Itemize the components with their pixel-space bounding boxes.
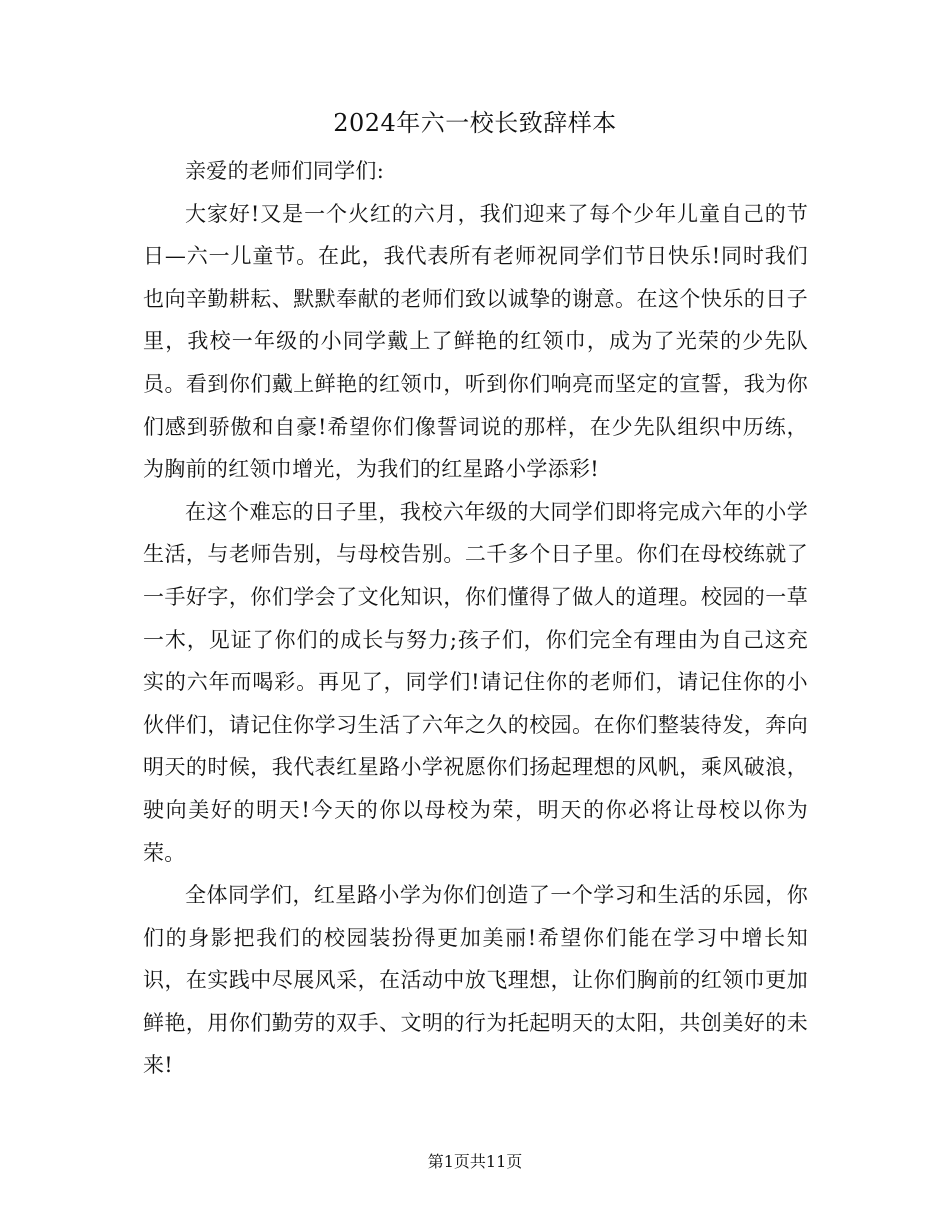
page-number-footer: 第1页共11页 [427,1152,523,1171]
paragraph: 全体同学们，红星路小学为你们创造了一个学习和生活的乐园，你们的身影把我们的校园装扮得更加美丽!希望你们能在学习中增长知识，在实践中尽展风采，在活动中放飞理想，让你们胸前的红领巾更加鲜艳，用你们勤劳的双手、文明的行为托起明天的太阳，共创美好的未来! [143,883,808,1078]
paragraph: 大家好!又是一个火红的六月，我们迎来了每个少年儿童自己的节日—六一儿童节。在此，我代表所有老师祝同学们节日快乐!同时我们也向辛勤耕耘、默默奉献的老师们致以诚挚的谢意。在这个快乐的日子里，我校一年级的小同学戴上了鲜艳的红领巾，成为了光荣的少先队员。看到你们戴上鲜艳的红领巾，听到你们响亮而坚定的宣誓，我为你们感到骄傲和自豪!希望你们像誓词说的那样，在少先队组织中历练，为胸前的红领巾增光，为我们的红星路小学添彩! [143,201,808,482]
greeting: 亲爱的老师们同学们: [185,159,385,183]
document-body [143,150,808,1087]
paragraph: 在这个难忘的日子里，我校六年级的大同学们即将完成六年的小学生活，与老师告别，与母校告别。二千多个日子里。你们在母校练就了一手好字，你们学会了文化知识，你们懂得了做人的道理。校园的一草一木，见证了你们的成长与努力;孩子们，你们完全有理由为自己这充实的六年而喝彩。再见了，同学们!请记住你的老师们，请记住你的小伙伴们，请记住你学习生活了六年之久的校园。在你们整装待发，奔向明天的时候，我代表红星路小学祝愿你们扬起理想的风帆，乘风破浪，驶向美好的明天!今天的你以母校为荣，明天的你必将让母校以你为荣。 [143,499,808,865]
page-title: 2024年六一校长致辞样本 [333,109,617,137]
